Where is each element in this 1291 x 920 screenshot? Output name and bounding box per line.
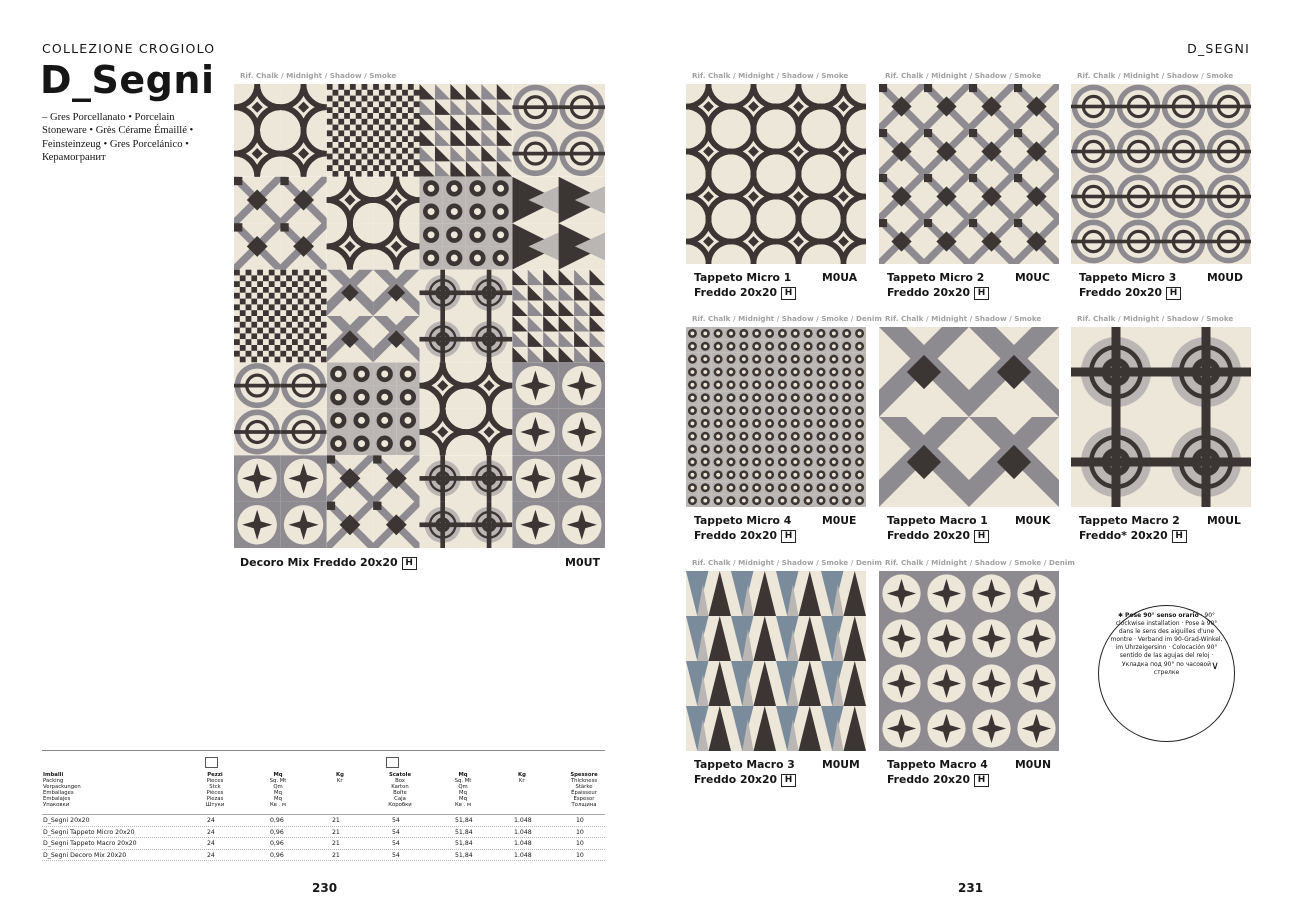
table-header-cell [449, 772, 477, 809]
note-text: · 90° clockwise installation · Pose à 90° dans le sens des aiguilles d'une montre · Verband im 90-Grad-Winkel, im Uhrzeigersinn · Colocación 90° sentido de las agujas del reloj · Укладка под 90° по часовой стрелке [1110, 612, 1223, 676]
product-rif: Rif. Chalk / Midnight / Shadow / Smoke [1077, 314, 1234, 323]
product-name [1079, 513, 1187, 543]
table-header-line: Imballi [43, 772, 64, 778]
product-rif: Rif. Chalk / Midnight / Shadow / Smoke [885, 314, 1042, 323]
product-name-line2: Freddo 20x20 H [694, 285, 796, 300]
table-cell: 10 [576, 840, 584, 848]
product-name [1079, 270, 1181, 300]
h-badge: H [781, 287, 796, 300]
table-cell: 54 [392, 828, 400, 836]
product-tile-image [686, 84, 866, 264]
product-rif: Rif. Chalk / Midnight / Shadow / Smoke [1077, 71, 1234, 80]
table-cell: 21 [332, 817, 340, 824]
table-header-line: Verpackungen [43, 784, 81, 791]
table-header-line: Kг [336, 778, 344, 785]
h-badge: H [781, 774, 796, 787]
product-tile-image [879, 571, 1059, 751]
table-header-cell [264, 772, 292, 809]
table-header-line: Pezzi [207, 772, 223, 778]
table-header-line: Mq [274, 796, 282, 803]
table-cell: 24 [207, 840, 215, 848]
table-header-line: Pièces [206, 790, 224, 797]
h-badge: H [402, 557, 417, 570]
table-cell: D_Segni Tappeto Micro 20x20 [43, 828, 135, 836]
table-cell: 21 [332, 851, 340, 859]
h-badge: H [974, 530, 989, 543]
material-description: – Gres Porcellanato • Porcelain Stoneware • Grès Cérame Émaillé • Feinsteinzeug • Gres Porcelánico • Керамогранит [42, 112, 194, 163]
table-header-line: Qm [273, 784, 283, 791]
table-cell: 51,84 [455, 817, 473, 824]
product-name-line2: Freddo 20x20 H [694, 528, 796, 543]
decor-rif: Rif. Chalk / Midnight / Shadow / Smoke [240, 71, 397, 80]
table-cell: 1.048 [514, 828, 532, 836]
product-code: M0UA [822, 271, 858, 284]
product-name-line2: Freddo 20x20 H [887, 285, 989, 300]
product-code: M0UC [1015, 271, 1050, 284]
table-header-line: Espesor [573, 796, 595, 803]
h-badge: H [781, 530, 796, 543]
collection-label: COLLEZIONE CROGIOLO [42, 41, 216, 56]
note-bold: ✱ Pose 90° senso orario [1117, 612, 1199, 619]
packing-table-header [42, 751, 605, 815]
table-header-line: Упаковки [43, 802, 70, 809]
product-name [887, 270, 989, 300]
product-rif: Rif. Chalk / Midnight / Shadow / Smoke [885, 71, 1042, 80]
decor-code: M0UT [565, 556, 601, 569]
table-header-line: Packing [43, 778, 64, 785]
table-header-line: Kг [518, 778, 526, 785]
table-header-cell [201, 772, 229, 809]
table-header-cell [43, 772, 81, 809]
table-header-line: Qm [458, 784, 468, 791]
h-badge: H [974, 774, 989, 787]
table-header-line: Karton [391, 784, 409, 791]
table-cell: 0,96 [270, 828, 284, 836]
table-header-line: Штуки [205, 802, 225, 809]
table-row [42, 850, 605, 862]
product-name [694, 270, 796, 300]
table-header-line: Thickness [570, 778, 598, 785]
table-header-line: Sq. Mt [269, 778, 287, 785]
table-cell: 51,84 [455, 828, 473, 836]
product-rif: Rif. Chalk / Midnight / Shadow / Smoke / Denim [885, 558, 1075, 567]
packing-table [42, 750, 605, 861]
product-code: M0UN [1015, 758, 1052, 771]
product-code: M0UM [822, 758, 860, 771]
product-name-line1: Tappeto Micro 1 [694, 271, 792, 284]
table-header-line: Embalajes [43, 796, 71, 803]
installation-note [1098, 605, 1235, 742]
packing-table-body [42, 815, 605, 861]
table-header-line: Caja [394, 796, 406, 803]
table-header-cell [386, 772, 414, 809]
table-header-line: Mq [273, 772, 283, 778]
table-cell: 24 [207, 851, 215, 859]
table-header-line: Толщина [571, 802, 597, 809]
table-header-line: Sq. Mt [454, 778, 472, 785]
product-name [887, 513, 989, 543]
product-tile-image [686, 571, 866, 751]
table-cell: D_Segni Decoro Mix 20x20 [43, 851, 127, 859]
product-name-line2: Freddo 20x20 H [1079, 285, 1181, 300]
decor-mix-image [234, 84, 605, 548]
product-name-line1: Tappeto Micro 2 [887, 271, 985, 284]
table-cell: D_Segni 20x20 [43, 817, 90, 824]
table-header-line: Коробки [388, 802, 412, 809]
product-name-line1: Tappeto Micro 3 [1079, 271, 1177, 284]
table-header-line: Spessore [570, 772, 598, 778]
product-tile-image [1071, 327, 1251, 507]
table-header-line: Stck [209, 784, 221, 791]
product-name-line1: Tappeto Macro 3 [694, 758, 795, 771]
product-tile-image [686, 327, 866, 507]
table-header-line: Box [395, 778, 405, 785]
table-cell: 10 [576, 817, 584, 824]
table-cell: 21 [332, 840, 340, 848]
product-tile-image [879, 327, 1059, 507]
table-cell: 21 [332, 828, 340, 836]
table-cell: 54 [392, 817, 400, 824]
table-cell: 24 [207, 817, 215, 824]
table-header-cell [326, 772, 354, 784]
table-header-line: Кв . м [455, 802, 471, 809]
product-name-line1: Tappeto Macro 2 [1079, 514, 1180, 527]
decor-name: Decoro Mix Freddo 20x20 H [240, 556, 417, 570]
table-cell: 54 [392, 840, 400, 848]
table-header-line: Mq [459, 790, 467, 797]
pieces-icon [205, 757, 218, 768]
table-header-line: Emballages [43, 790, 74, 797]
product-name [694, 513, 796, 543]
h-badge: H [1172, 530, 1187, 543]
table-cell: 51,84 [455, 851, 473, 859]
table-header-cell [570, 772, 598, 809]
h-badge: H [974, 287, 989, 300]
product-rif: Rif. Chalk / Midnight / Shadow / Smoke / Denim [692, 558, 882, 567]
table-cell: 0,96 [270, 840, 284, 848]
table-header-line: Mq [458, 772, 468, 778]
table-cell: 1.048 [514, 840, 532, 848]
product-name-line1: Tappeto Macro 1 [887, 514, 988, 527]
table-cell: 0,96 [270, 851, 284, 859]
table-cell: 24 [207, 828, 215, 836]
table-header-line: Piezas [206, 796, 224, 803]
table-header-line: Épaisseur [571, 790, 597, 797]
table-cell: 0,96 [270, 817, 284, 824]
table-header-line: Mq [274, 790, 282, 797]
table-header-line: Boîte [393, 790, 407, 797]
table-header-line: Mq [459, 796, 467, 803]
table-header-line: Stärke [575, 784, 593, 791]
page-title: D_Segni [40, 58, 215, 102]
table-header-cell [508, 772, 536, 784]
table-cell: 1.048 [514, 851, 532, 859]
product-code: M0UE [822, 514, 857, 527]
product-name-line2: Freddo 20x20 H [887, 772, 989, 787]
table-header-line: Kg [518, 772, 526, 778]
table-header-line: Scatole [388, 772, 412, 778]
table-row [42, 838, 605, 850]
product-rif: Rif. Chalk / Midnight / Shadow / Smoke [692, 71, 849, 80]
table-cell: 10 [576, 851, 584, 859]
table-header-line: Pieces [206, 778, 224, 785]
table-cell: 51,84 [455, 840, 473, 848]
product-name-line1: Tappeto Macro 4 [887, 758, 988, 771]
table-cell: 1.048 [514, 817, 532, 824]
product-code: M0UL [1207, 514, 1241, 527]
h-badge: H [1166, 287, 1181, 300]
product-tile-image [879, 84, 1059, 264]
running-title: D_SEGNI [1187, 41, 1250, 56]
product-name [887, 757, 989, 787]
product-code: M0UD [1207, 271, 1243, 284]
boxes-icon [386, 757, 399, 768]
product-rif: Rif. Chalk / Midnight / Shadow / Smoke / Denim [692, 314, 882, 323]
table-header-line: Кв . м [270, 802, 286, 809]
product-name-line2: Freddo 20x20 H [887, 528, 989, 543]
product-tile-image [1071, 84, 1251, 264]
table-cell: 10 [576, 828, 584, 836]
table-row [42, 815, 605, 827]
page-number-right: 231 [958, 881, 984, 895]
table-row [42, 827, 605, 839]
page-number-left: 230 [312, 881, 338, 895]
table-header-line: Kg [336, 772, 344, 778]
table-cell: D_Segni Tappeto Macro 20x20 [43, 840, 137, 848]
product-name-line2: Freddo 20x20 H [694, 772, 796, 787]
product-name [694, 757, 796, 787]
product-code: M0UK [1015, 514, 1051, 527]
product-name-line1: Tappeto Micro 4 [694, 514, 792, 527]
table-cell: 54 [392, 851, 400, 859]
product-name-line2: Freddo* 20x20 H [1079, 528, 1187, 543]
rotate-arrow-icon: ∨ [1211, 659, 1220, 672]
